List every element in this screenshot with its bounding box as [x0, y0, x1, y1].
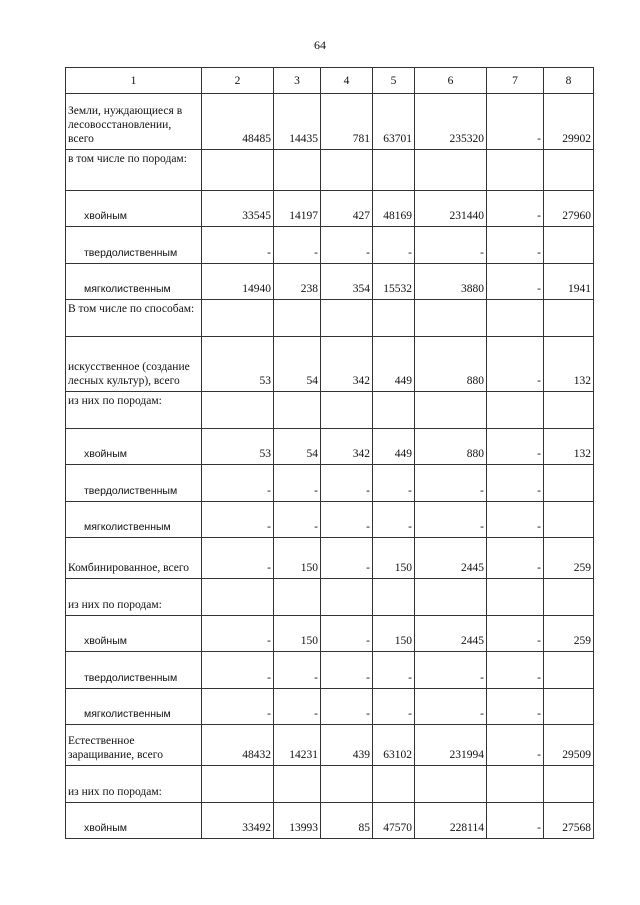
table-cell: -	[487, 429, 544, 465]
table-cell: 150	[274, 538, 321, 579]
table-cell	[321, 579, 373, 616]
table-cell: 259	[544, 538, 594, 579]
table-cell: -	[321, 652, 373, 689]
table-cell	[274, 300, 321, 337]
table-cell	[544, 652, 594, 689]
column-header: 7	[487, 68, 544, 94]
table-cell: -	[487, 264, 544, 300]
row-label: мягколиственным	[66, 502, 202, 538]
table-cell: 439	[321, 725, 373, 766]
table-cell	[415, 392, 487, 429]
table-cell: -	[202, 227, 274, 264]
table-cell: -	[321, 689, 373, 725]
table-cell: -	[202, 616, 274, 652]
table-cell	[373, 300, 415, 337]
table-cell: 132	[544, 337, 594, 392]
table-cell	[487, 392, 544, 429]
column-header: 4	[321, 68, 373, 94]
table-row	[66, 616, 594, 652]
row-label: хвойным	[66, 803, 202, 839]
column-header: 1	[66, 68, 202, 94]
row-label: из них по породам:	[66, 766, 202, 803]
table-cell	[544, 300, 594, 337]
table-cell: 48169	[373, 191, 415, 227]
table-cell	[202, 579, 274, 616]
row-label: в том числе по породам:	[66, 150, 202, 191]
table-cell: -	[321, 465, 373, 502]
table-cell: 53	[202, 337, 274, 392]
table-row	[66, 337, 594, 392]
table-cell: 27960	[544, 191, 594, 227]
table-cell: -	[487, 652, 544, 689]
table-cell: 27568	[544, 803, 594, 839]
table-cell: 29509	[544, 725, 594, 766]
table-cell: -	[415, 502, 487, 538]
table-cell: -	[274, 689, 321, 725]
header-row	[66, 68, 594, 94]
table-cell: -	[415, 465, 487, 502]
table-cell: -	[415, 689, 487, 725]
table-row	[66, 502, 594, 538]
table-cell: 48432	[202, 725, 274, 766]
table-cell: 427	[321, 191, 373, 227]
table-cell	[487, 150, 544, 191]
table-cell	[544, 689, 594, 725]
table-cell: 231994	[415, 725, 487, 766]
table-cell: 14435	[274, 94, 321, 150]
table-row	[66, 227, 594, 264]
table-cell	[373, 766, 415, 803]
table-cell: -	[487, 803, 544, 839]
table-cell: 1941	[544, 264, 594, 300]
row-label: из них по породам:	[66, 392, 202, 429]
table-cell: -	[373, 465, 415, 502]
table-cell: -	[373, 689, 415, 725]
table-cell	[487, 766, 544, 803]
table-cell: 150	[373, 616, 415, 652]
table-cell	[544, 502, 594, 538]
table-cell: 342	[321, 337, 373, 392]
table-cell: -	[274, 652, 321, 689]
table-row	[66, 652, 594, 689]
table-cell: 33492	[202, 803, 274, 839]
table-cell: 2445	[415, 538, 487, 579]
table-cell: -	[321, 616, 373, 652]
table-cell: 29902	[544, 94, 594, 150]
table-cell: 33545	[202, 191, 274, 227]
table-cell	[274, 392, 321, 429]
table-cell	[544, 766, 594, 803]
table-cell: 880	[415, 429, 487, 465]
table-cell: 63102	[373, 725, 415, 766]
table-cell: 781	[321, 94, 373, 150]
table-cell: 231440	[415, 191, 487, 227]
table-cell: 14231	[274, 725, 321, 766]
table-cell: -	[373, 227, 415, 264]
table-row	[66, 803, 594, 839]
table-cell	[202, 392, 274, 429]
table-cell: 63701	[373, 94, 415, 150]
table-cell	[202, 150, 274, 191]
table-cell: -	[487, 538, 544, 579]
column-header: 2	[202, 68, 274, 94]
table-cell: 228114	[415, 803, 487, 839]
row-label: твердолиственным	[66, 652, 202, 689]
table-cell: -	[202, 689, 274, 725]
table-cell	[274, 766, 321, 803]
table-cell: 53	[202, 429, 274, 465]
column-header: 3	[274, 68, 321, 94]
row-label: хвойным	[66, 616, 202, 652]
table-row	[66, 579, 594, 616]
row-label: Комбинированное, всего	[66, 538, 202, 579]
table-cell	[274, 150, 321, 191]
row-label: мягколиственным	[66, 689, 202, 725]
table-cell: -	[487, 465, 544, 502]
table-cell	[544, 227, 594, 264]
table-cell	[487, 579, 544, 616]
table-cell	[544, 579, 594, 616]
row-label: твердолиственным	[66, 465, 202, 502]
table-cell: 259	[544, 616, 594, 652]
table-row	[66, 725, 594, 766]
table-cell: -	[487, 227, 544, 264]
row-label: хвойным	[66, 429, 202, 465]
table-row	[66, 538, 594, 579]
row-label: мягколиственным	[66, 264, 202, 300]
table-cell: -	[202, 538, 274, 579]
table-cell	[202, 766, 274, 803]
column-header: 6	[415, 68, 487, 94]
table-row	[66, 94, 594, 150]
table-cell	[321, 300, 373, 337]
row-label: Земли, нуждающиеся в лесовосстановлении, всего	[66, 94, 202, 150]
table-cell: 132	[544, 429, 594, 465]
table-cell	[321, 150, 373, 191]
table-cell: -	[487, 725, 544, 766]
row-label: В том числе по способам:	[66, 300, 202, 337]
table-cell	[274, 579, 321, 616]
table-cell: -	[415, 652, 487, 689]
table-cell: 3880	[415, 264, 487, 300]
table-cell	[373, 579, 415, 616]
table-cell	[373, 150, 415, 191]
table-row	[66, 300, 594, 337]
table-cell: 14197	[274, 191, 321, 227]
row-label: твердолиственным	[66, 227, 202, 264]
column-header: 8	[544, 68, 594, 94]
table-cell	[415, 766, 487, 803]
table-cell: 150	[274, 616, 321, 652]
table-cell	[321, 392, 373, 429]
table-cell: 342	[321, 429, 373, 465]
table-cell: -	[274, 465, 321, 502]
row-label: хвойным	[66, 191, 202, 227]
table-cell: -	[321, 502, 373, 538]
table-cell: -	[487, 689, 544, 725]
page-number: 64	[314, 38, 326, 52]
table-cell: 2445	[415, 616, 487, 652]
table-cell: 15532	[373, 264, 415, 300]
table-cell	[544, 465, 594, 502]
table-cell: -	[487, 616, 544, 652]
table-cell	[415, 300, 487, 337]
table-row	[66, 766, 594, 803]
table-cell: -	[321, 538, 373, 579]
table-cell: 449	[373, 337, 415, 392]
table-cell: 47570	[373, 803, 415, 839]
table-cell: -	[321, 227, 373, 264]
table-cell: 880	[415, 337, 487, 392]
table-row	[66, 150, 594, 191]
table-cell: 449	[373, 429, 415, 465]
table-row	[66, 689, 594, 725]
table-cell: -	[487, 502, 544, 538]
row-label: искусственное (создание лесных культур), всего	[66, 337, 202, 392]
table-cell: 235320	[415, 94, 487, 150]
table-row	[66, 191, 594, 227]
column-header: 5	[373, 68, 415, 94]
table-cell: -	[202, 502, 274, 538]
table-cell: 14940	[202, 264, 274, 300]
table-cell: -	[202, 465, 274, 502]
table-cell: 54	[274, 429, 321, 465]
table-cell: -	[202, 652, 274, 689]
table-cell	[373, 392, 415, 429]
table-cell: 238	[274, 264, 321, 300]
table-cell	[415, 579, 487, 616]
table-cell: -	[487, 94, 544, 150]
table-row	[66, 429, 594, 465]
table-row	[66, 392, 594, 429]
row-label: из них по породам:	[66, 579, 202, 616]
table-cell: -	[415, 227, 487, 264]
table-cell	[544, 150, 594, 191]
table-cell	[202, 300, 274, 337]
table-cell: -	[274, 227, 321, 264]
table-cell: -	[487, 337, 544, 392]
forest-restoration-table	[65, 67, 594, 839]
table-cell: 85	[321, 803, 373, 839]
table-cell	[487, 300, 544, 337]
table-cell: 13993	[274, 803, 321, 839]
row-label: Естественное заращивание, всего	[66, 725, 202, 766]
table-cell: -	[274, 502, 321, 538]
table-cell: 54	[274, 337, 321, 392]
table-row	[66, 264, 594, 300]
table-cell: -	[487, 191, 544, 227]
table-cell	[321, 766, 373, 803]
table-cell: 48485	[202, 94, 274, 150]
table-cell	[544, 392, 594, 429]
table-cell: 150	[373, 538, 415, 579]
table-cell: -	[373, 652, 415, 689]
table-cell: 354	[321, 264, 373, 300]
table-cell	[415, 150, 487, 191]
table-row	[66, 465, 594, 502]
table-cell: -	[373, 502, 415, 538]
